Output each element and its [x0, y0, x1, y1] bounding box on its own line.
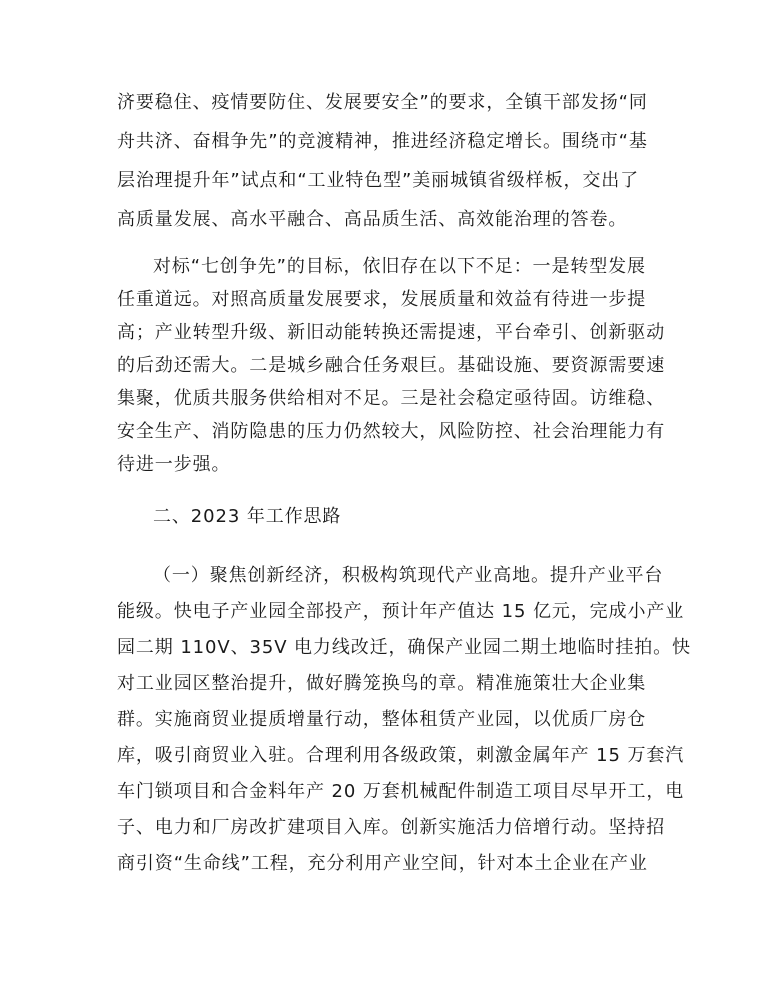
- paragraph-3-line-1: （一）聚焦创新经济，积极构筑现代产业高地。提升产业平台: [153, 565, 664, 586]
- paragraph-3-line-7: 车门锁项目和合金料年产 20 万套机械配件制造工项目尽早开工，电: [117, 781, 685, 802]
- paragraph-2-line-7: 待进一步强。: [117, 454, 231, 475]
- paragraph-1-line-2: 舟共济、奋楫争先”的竞渡精神，推进经济稳定增长。围绕市“基: [117, 131, 648, 152]
- paragraph-3-line-4: 对工业园区整治提升，做好腾笼换鸟的章。精准施策壮大企业集: [117, 673, 647, 694]
- paragraph-3-line-5: 群。实施商贸业提质增量行动，整体租赁产业园，以优质厂房仓: [117, 709, 647, 730]
- paragraph-3-line-9: 商引资“生命线”工程，充分利用产业空间，针对本土企业在产业: [117, 853, 648, 874]
- paragraph-1-line-3: 层治理提升年”试点和“工业特色型”美丽城镇省级样板，交出了: [117, 170, 640, 191]
- paragraph-2-line-1: 对标“七创争先”的目标，依旧存在以下不足：一是转型发展: [153, 256, 646, 277]
- paragraph-3-line-8: 子、电力和厂房改扩建项目入库。创新实施活力倍增行动。坚持招: [117, 817, 666, 838]
- paragraph-3-line-3: 园二期 110V、35V 电力线改迁，确保产业园二期土地临时挂拍。快: [117, 637, 691, 658]
- paragraph-3-line-6: 库，吸引商贸业入驻。合理利用各级政策，刺激金属年产 15 万套汽: [117, 745, 685, 766]
- paragraph-1-line-4: 高质量发展、高水平融合、高品质生活、高效能治理的答卷。: [117, 209, 628, 230]
- paragraph-2-line-4: 的后劲还需大。二是城乡融合任务艰巨。基础设施、要资源需要速: [117, 355, 666, 376]
- paragraph-1-line-1: 济要稳住、疫情要防住、发展要安全”的要求，全镇干部发扬“同: [117, 92, 648, 113]
- paragraph-2-line-6: 安全生产、消防隐患的压力仍然较大，风险防控、社会治理能力有: [117, 421, 666, 442]
- paragraph-3-line-2: 能级。快电子产业园全部投产，预计年产值达 15 亿元，完成小产业: [117, 601, 685, 622]
- section-heading: 二、2023 年工作思路: [153, 506, 342, 527]
- paragraph-2-line-5: 集聚，优质共服务供给相对不足。三是社会稳定亟待固。访维稳、: [117, 388, 666, 409]
- paragraph-2-line-3: 高；产业转型升级、新旧动能转换还需提速，平台牵引、创新驱动: [117, 322, 666, 343]
- paragraph-2-line-2: 任重道远。对照高质量发展要求，发展质量和效益有待进一步提: [117, 289, 647, 310]
